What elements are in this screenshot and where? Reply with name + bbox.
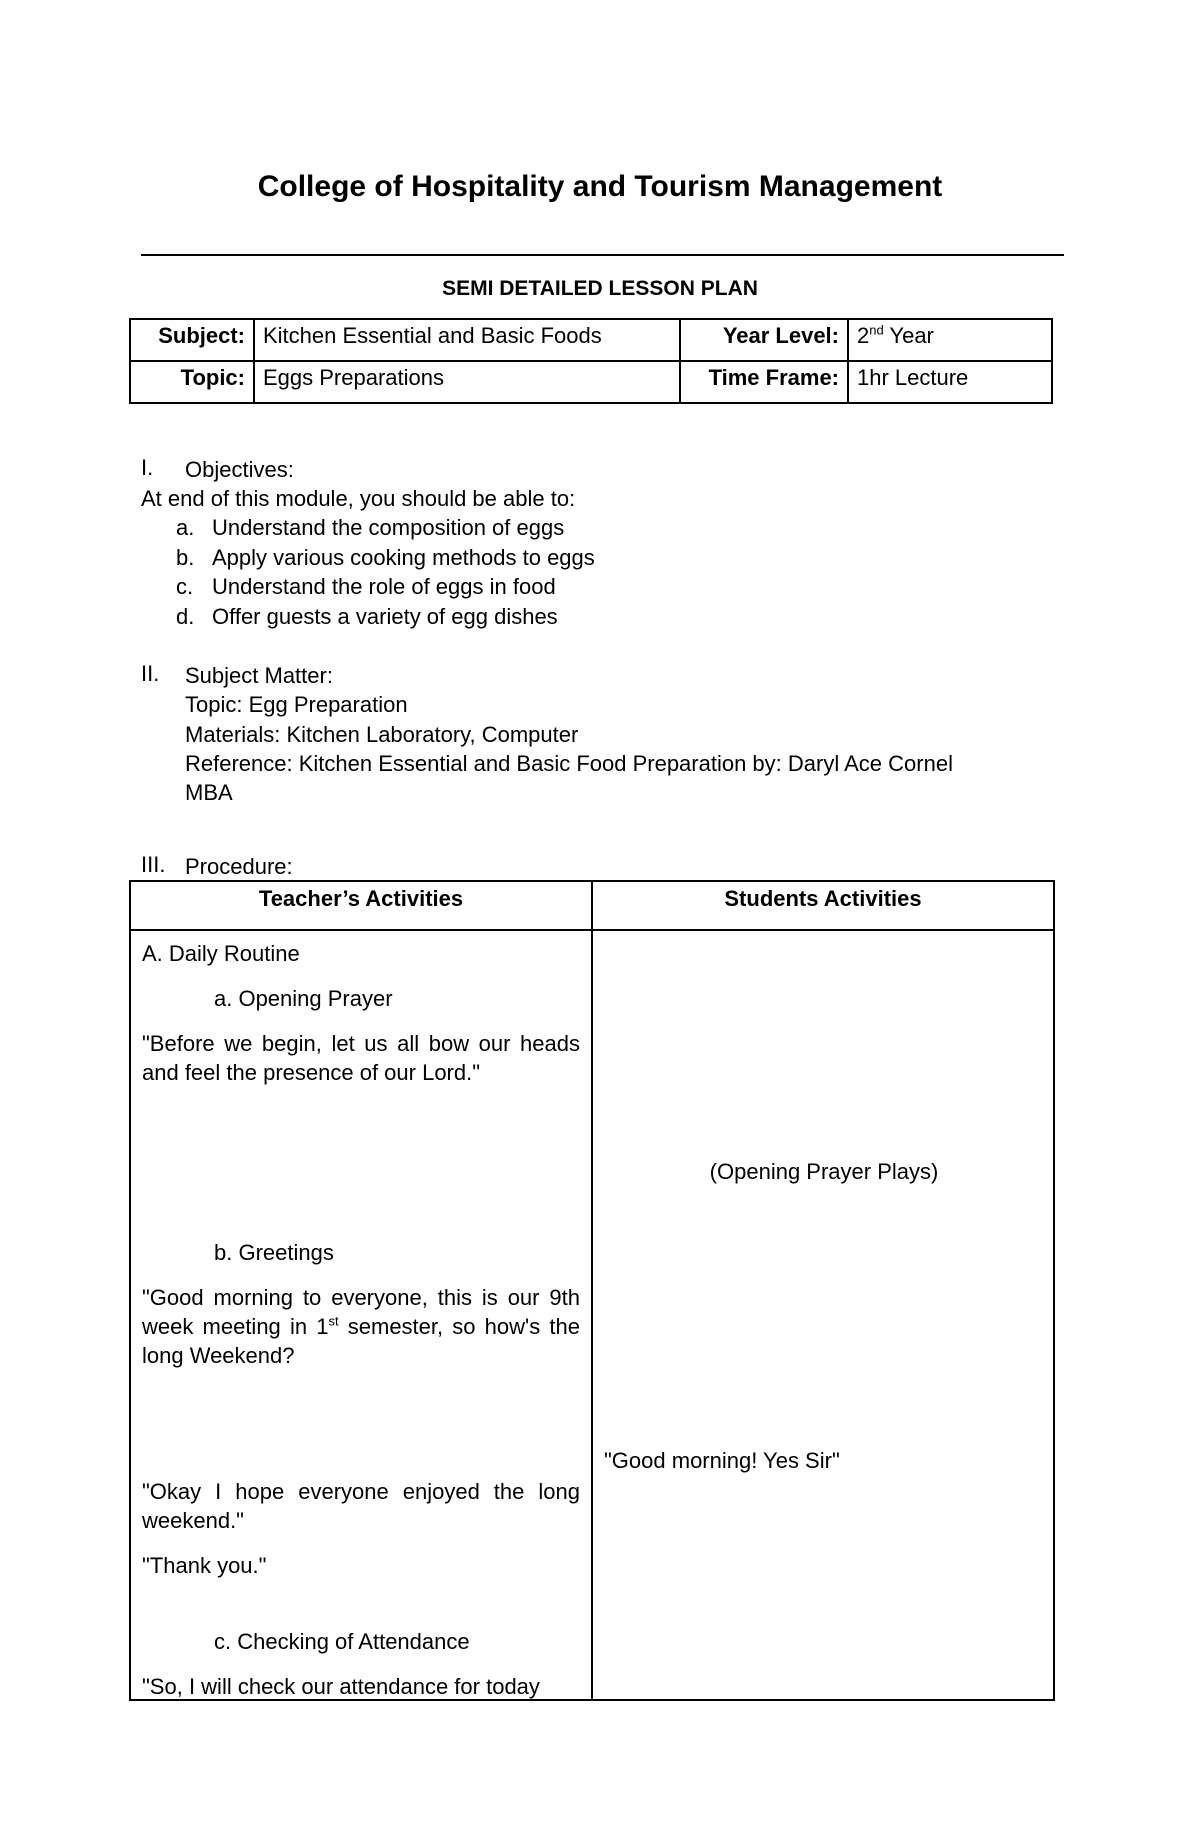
greeting-quote: [142, 1283, 580, 1370]
list-text: Offer guests a variety of egg dishes: [212, 603, 558, 629]
year-ordinal: nd: [869, 322, 884, 338]
subject-matter-number: II.: [141, 661, 160, 686]
opening-prayer-label: a. Opening Prayer: [214, 986, 393, 1011]
procedure-number: III.: [141, 852, 166, 877]
greetings-label: b. Greetings: [214, 1240, 334, 1265]
info-row-topic: [130, 361, 1052, 403]
subject-matter-materials: Materials: Kitchen Laboratory, Computer: [185, 722, 579, 747]
students-activities-header: Students Activities: [592, 881, 1054, 930]
procedure-heading: Procedure:: [185, 854, 293, 879]
subject-label: Subject:: [130, 319, 254, 361]
attendance-quote: "So, I will check our attendance for today: [142, 1674, 540, 1699]
greeting-ordinal: st: [328, 1313, 339, 1329]
list-text: Understand the role of eggs in food: [212, 574, 556, 599]
subject-matter-reference: Reference: Kitchen Essential and Basic Food Preparation by: Daryl Ace Cornel: [185, 751, 953, 776]
college-title: College of Hospitality and Tourism Management: [257, 170, 943, 203]
list-item: [176, 543, 595, 573]
hope-quote: "Okay I hope everyone enjoyed the long weekend.": [142, 1479, 580, 1533]
time-frame-label: Time Frame:: [680, 361, 848, 403]
year-word: Year: [883, 323, 934, 348]
teacher-activities-header: Teacher’s Activities: [130, 881, 592, 930]
list-letter: a.: [176, 515, 195, 540]
year-level-label: Year Level:: [680, 319, 848, 361]
procedure-body-row: [130, 930, 1054, 1700]
subject-matter-topic: Topic: Egg Preparation: [185, 692, 408, 717]
list-item: [176, 572, 595, 602]
daily-routine-label: A. Daily Routine: [142, 941, 300, 966]
list-item: [176, 513, 595, 543]
time-frame-value: 1hr Lecture: [848, 361, 1052, 403]
year-number: 2: [857, 323, 870, 348]
year-level-value: [848, 319, 1052, 361]
greeting-quote-part2: semester, so how's the long Weekend?: [142, 1314, 580, 1368]
subject-matter-reference-cont: MBA: [185, 780, 233, 805]
good-morning-response: "Good morning! Yes Sir": [604, 1448, 840, 1473]
list-item: [176, 602, 595, 632]
list-letter: b.: [176, 544, 195, 570]
list-letter: d.: [176, 603, 195, 629]
objectives-number: I.: [141, 455, 154, 480]
list-text: Apply various cooking methods to eggs: [212, 544, 595, 570]
procedure-header-row: [130, 881, 1054, 930]
attendance-label: c. Checking of Attendance: [214, 1629, 470, 1654]
lesson-info-table: [129, 318, 1053, 404]
topic-value: Eggs Preparations: [254, 361, 680, 403]
thanks-quote: "Thank you.": [142, 1553, 267, 1578]
greeting-quote-part1: "Good morning to everyone, this is our 9th week meeting in 1: [142, 1285, 580, 1339]
lesson-plan-heading: SEMI DETAILED LESSON PLAN: [442, 277, 758, 300]
list-letter: c.: [176, 574, 194, 599]
info-row-subject: [130, 319, 1052, 361]
subject-matter-heading: Subject Matter:: [185, 663, 333, 688]
procedure-table: [129, 880, 1055, 1701]
teacher-activities-cell: [130, 930, 592, 1700]
objectives-list: [176, 513, 595, 631]
students-activities-cell: [592, 930, 1054, 1700]
objectives-intro: At end of this module, you should be able to:: [141, 486, 576, 511]
list-text: Understand the composition of eggs: [212, 515, 565, 540]
objectives-heading: Objectives:: [185, 457, 294, 482]
title-divider: [141, 254, 1064, 256]
subject-value: Kitchen Essential and Basic Foods: [254, 319, 680, 361]
prayer-quote: "Before we begin, let us all bow our heads and feel the presence of our Lord.": [142, 1031, 580, 1085]
opening-prayer-plays: (Opening Prayer Plays): [709, 1159, 939, 1184]
topic-label: Topic:: [130, 361, 254, 403]
